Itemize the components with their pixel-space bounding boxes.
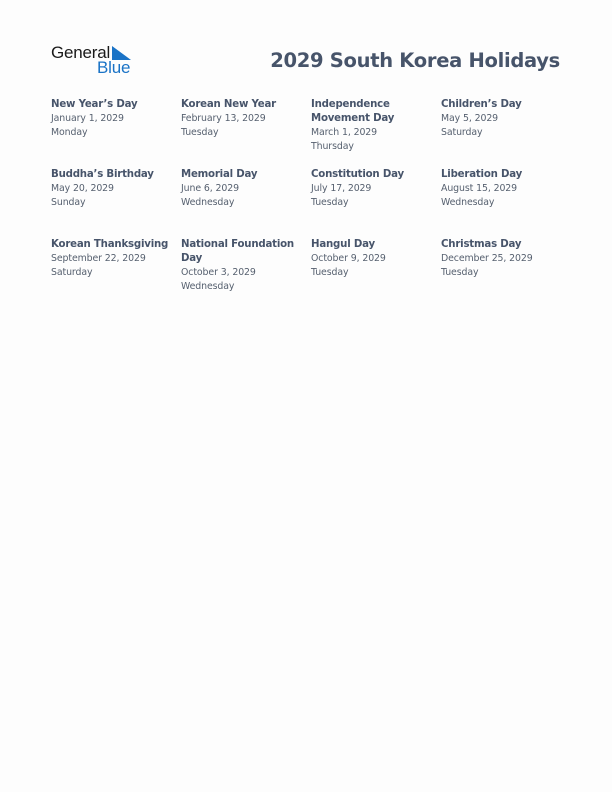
holiday-date: February 13, 2029	[181, 113, 266, 124]
generalblue-logo	[51, 44, 141, 78]
holiday-entry	[181, 98, 303, 140]
holiday-name: Liberation Day	[441, 169, 523, 180]
holiday-date: August 15, 2029	[441, 183, 518, 194]
holiday-date: October 9, 2029	[311, 253, 386, 264]
holiday-date: September 22, 2029	[51, 253, 146, 264]
holiday-weekday: Tuesday	[441, 267, 479, 278]
holiday-weekday: Wednesday	[441, 197, 495, 208]
holiday-weekday: Tuesday	[181, 127, 219, 138]
holiday-name: Constitution Day	[311, 169, 404, 180]
holiday-name: Buddha’s Birthday	[51, 169, 154, 180]
holiday-entry	[311, 98, 423, 154]
holiday-date: January 1, 2029	[51, 113, 124, 124]
holiday-name: Memorial Day	[181, 169, 258, 180]
holiday-date: June 6, 2029	[181, 183, 239, 194]
holiday-entry	[51, 168, 173, 210]
holiday-entry	[51, 238, 173, 280]
holiday-date: May 20, 2029	[51, 183, 114, 194]
holiday-name: Korean Thanksgiving	[51, 239, 169, 250]
holiday-date: December 25, 2029	[441, 253, 533, 264]
holiday-weekday: Sunday	[51, 197, 86, 208]
holiday-weekday: Wednesday	[181, 281, 235, 292]
holiday-name: Korean New Year	[181, 99, 276, 110]
holiday-entry	[441, 238, 563, 280]
holiday-entry	[51, 98, 173, 140]
holiday-entry	[181, 238, 299, 294]
holiday-name: New Year’s Day	[51, 99, 138, 110]
holiday-date: July 17, 2029	[311, 183, 372, 194]
holiday-name: Children’s Day	[441, 99, 522, 110]
holiday-weekday: Monday	[51, 127, 88, 138]
holiday-entry	[181, 168, 303, 210]
holiday-entry	[441, 98, 563, 140]
holiday-date: March 1, 2029	[311, 127, 378, 138]
holiday-name: Hangul Day	[311, 239, 375, 250]
holiday-date: October 3, 2029	[181, 267, 256, 278]
logo-word-blue: Blue	[97, 58, 131, 77]
page-title: 2029 South Korea Holidays	[270, 49, 560, 72]
holiday-name: Independence Movement Day	[311, 99, 395, 124]
holiday-weekday: Wednesday	[181, 197, 235, 208]
logo-word-general: General	[51, 43, 111, 62]
holiday-date: May 5, 2029	[441, 113, 499, 124]
holiday-name: National Foundation Day	[181, 239, 294, 264]
holiday-weekday: Saturday	[441, 127, 483, 138]
holiday-weekday: Thursday	[311, 141, 354, 152]
holiday-weekday: Saturday	[51, 267, 93, 278]
holiday-name: Christmas Day	[441, 239, 522, 250]
holiday-entry	[441, 168, 563, 210]
holiday-weekday: Tuesday	[311, 267, 349, 278]
holiday-weekday: Tuesday	[311, 197, 349, 208]
holiday-entry	[311, 168, 433, 210]
holiday-entry	[311, 238, 433, 280]
